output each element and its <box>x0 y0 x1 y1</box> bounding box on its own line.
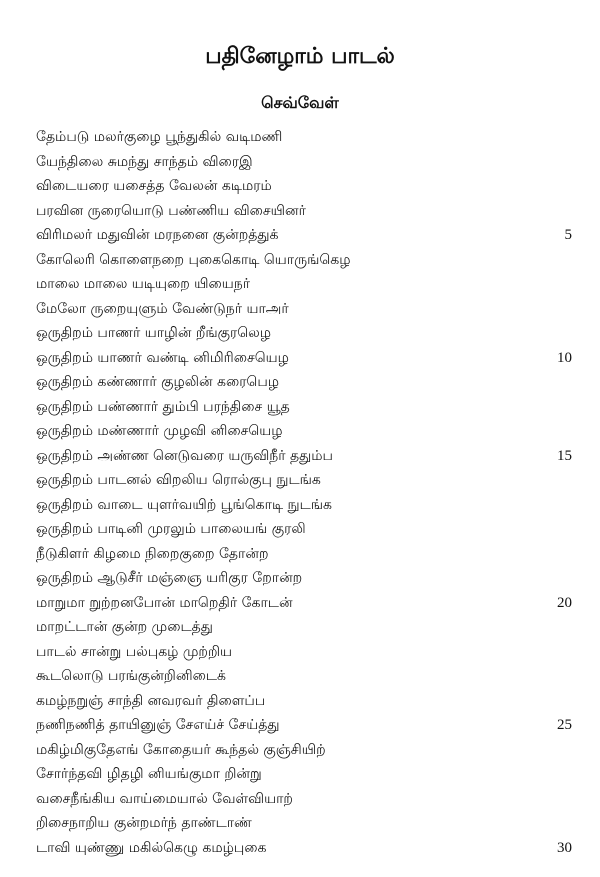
verse-text: ஒருதிறம் பண்ணார் தும்பி பரந்திசை யூத <box>36 398 290 415</box>
verse-line <box>0 174 600 199</box>
verse-line <box>0 248 600 273</box>
verse-line <box>0 468 600 493</box>
verse-line <box>0 125 600 150</box>
verse-line <box>0 150 600 175</box>
verse-text: விடையரை யசைத்த வேலன் கடிமரம் <box>36 178 272 194</box>
verse-line <box>0 640 600 665</box>
verse-text: கமழ்நறுஞ் சாந்தி னவரவர் திளைப்ப <box>36 692 266 709</box>
verse-line <box>0 591 600 616</box>
verse-text: ஒருதிறம் அண்ண னெடுவரை யருவிநீர் ததும்ப <box>36 447 333 464</box>
verse-text: சோர்ந்தவி ழிதழி னியங்குமா றின்று <box>36 766 262 782</box>
verse-line <box>0 689 600 714</box>
verse-text: ஒருதிறம் வாடை யுளர்வயிற் பூங்கொடி நுடங்க <box>36 496 332 513</box>
verse-line <box>0 493 600 518</box>
verse-line <box>0 297 600 322</box>
verse-line <box>0 370 600 395</box>
verse-line <box>0 419 600 444</box>
verse-line <box>0 836 600 861</box>
verse-text: நீடுகிளர் கிழமை நிறைகுறை தோன்ற <box>36 545 269 562</box>
verse-text: வசைநீங்கிய வாய்மையால் வேள்வியாற் <box>36 790 293 807</box>
verse-line <box>0 738 600 763</box>
verse-line <box>0 444 600 469</box>
verse-text: மாறுமா றுற்றனபோன் மாறெதிர் கோடன் <box>36 594 293 611</box>
verse-text: ஒருதிறம் பாடினி முரலும் பாலையங் குரலி <box>36 521 306 537</box>
verse-text: மகிழ்மிகுதேஎங் கோதையர் கூந்தல் குஞ்சியிற் <box>36 741 326 758</box>
verse-line <box>0 517 600 542</box>
verse-text: ஒருதிறம் மண்ணார் முழவி னிசையெழ <box>36 423 283 439</box>
poem-subtitle: செவ்வேள் <box>261 93 339 112</box>
verse-line <box>0 199 600 224</box>
poem-title: பதினேழாம் பாடல் <box>205 44 395 69</box>
line-number: 20 <box>557 594 572 611</box>
verse-text: டாவி யுண்ணு மகில்கெழு கமழ்புகை <box>36 839 267 856</box>
verse-list <box>0 125 600 860</box>
line-number: 10 <box>557 349 572 366</box>
line-number: 30 <box>557 839 572 856</box>
verse-line <box>0 664 600 689</box>
verse-line <box>0 321 600 346</box>
verse-line <box>0 811 600 836</box>
verse-line <box>0 223 600 248</box>
verse-line <box>0 395 600 420</box>
verse-text: பரவின ருரையொடு பண்ணிய விசையினர் <box>36 202 306 219</box>
verse-text: ஒருதிறம் பாணர் யாழின் றீங்குரலெழ <box>36 325 271 341</box>
verse-text: பாடல் சான்று பல்புகழ் முற்றிய <box>36 643 232 660</box>
verse-text: ஒருதிறம் கண்ணார் குழலின் கரைபெழ <box>36 374 280 390</box>
verse-line <box>0 787 600 812</box>
verse-line <box>0 713 600 738</box>
verse-text: தேம்படு மலர்குழை பூந்துகில் வடிமணி <box>36 129 283 145</box>
verse-line <box>0 272 600 297</box>
verse-text: ஒருதிறம் ஆடுசீர் மஞ்ஞை யரிகுர றோன்ற <box>36 570 303 586</box>
verse-line <box>0 762 600 787</box>
verse-line <box>0 346 600 371</box>
line-number: 5 <box>564 227 572 243</box>
verse-line <box>0 566 600 591</box>
verse-text: மேலோ ருறையுளும் வேண்டுநர் யாஅர் <box>36 300 289 317</box>
verse-line <box>0 615 600 640</box>
verse-line <box>0 542 600 567</box>
verse-text: யேந்திலை சுமந்து சாந்தம் விரைஇ <box>36 153 253 170</box>
verse-text: கோலெரி கொளைநறை புகைகொடி யொருங்கெழ <box>36 251 351 268</box>
verse-text: நணிநணித் தாயினுஞ் சேஎய்ச் சேய்த்து <box>36 717 280 733</box>
line-number: 15 <box>557 447 572 464</box>
verse-text: றிசைநாறிய குன்றமர்ந் தாண்டாண் <box>36 815 252 831</box>
line-number: 25 <box>557 717 572 733</box>
verse-text: கூடலொடு பரங்குன்றினிடைக் <box>36 668 226 684</box>
verse-text: மாறட்டான் குன்ற முடைத்து <box>36 619 213 635</box>
verse-text: ஒருதிறம் பாடனல் விறலிய ரொல்குபு நுடங்க <box>36 472 321 488</box>
verse-text: ஒருதிறம் யாணர் வண்டி னிமிரிசையெழ <box>36 349 289 366</box>
verse-text: மாலை மாலை யடியுறை யியைநர் <box>36 276 251 292</box>
verse-text: விரிமலர் மதுவின் மரநனை குன்றத்துக் <box>36 227 279 243</box>
